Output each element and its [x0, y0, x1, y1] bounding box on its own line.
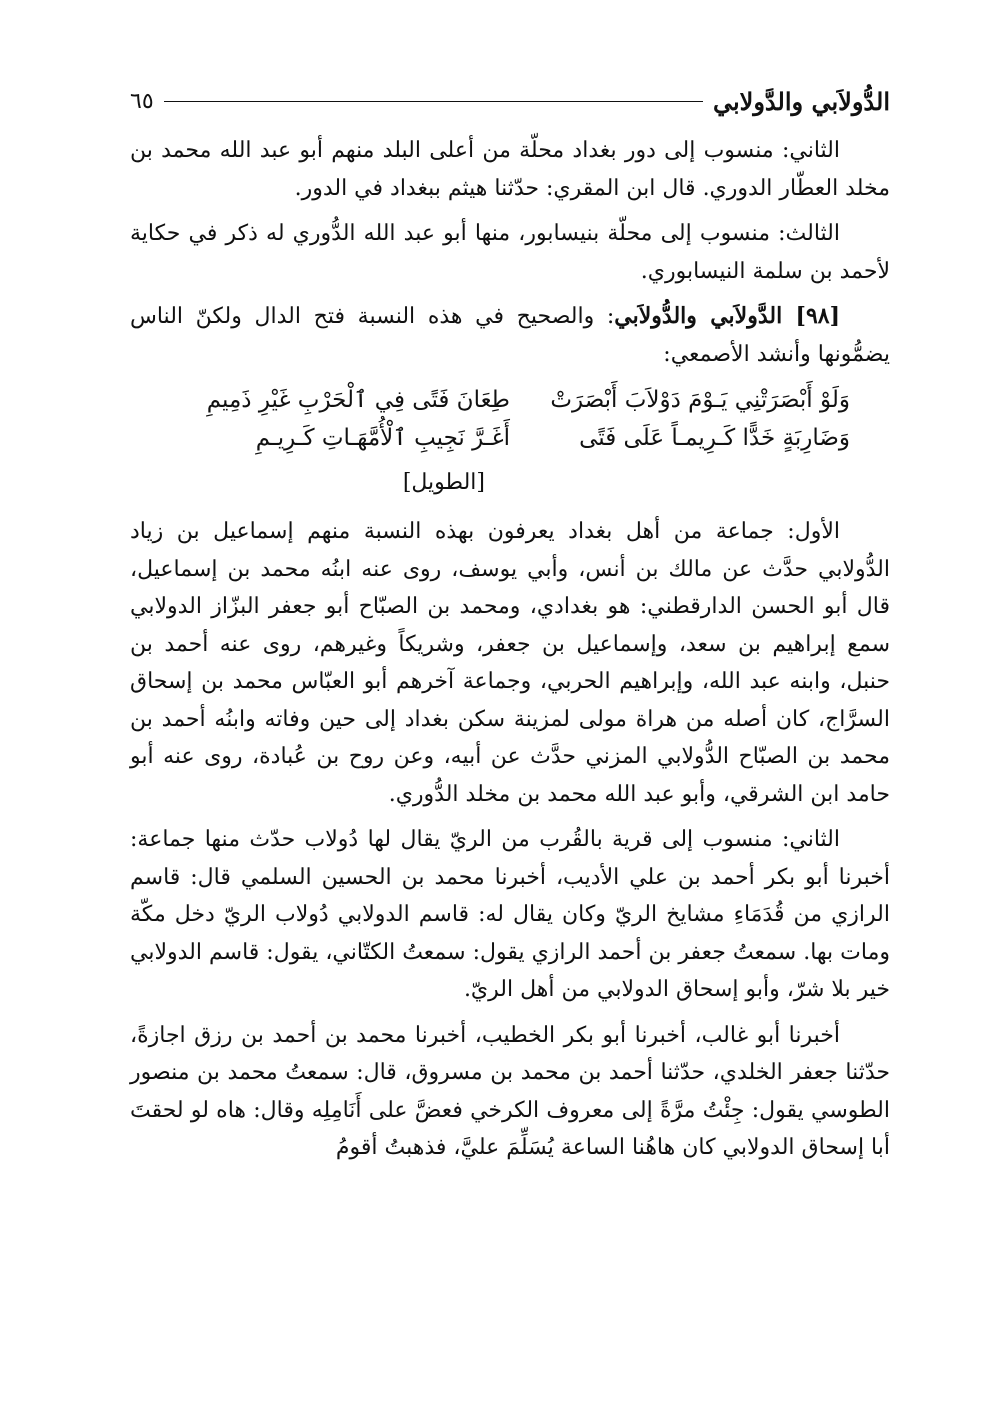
verse-2-first-hemistich: وَضَارِبَةٍ خَدًّا كَـرِيمـاً عَلَى فَتًى [579, 425, 850, 451]
entry-98-paragraph [130, 298, 890, 373]
verse-line-1 [130, 381, 890, 419]
poem-block [130, 381, 890, 457]
header-rule [164, 101, 703, 102]
verse-1-second-hemistich: طِعَانَ فَتًى فِي ٱلْحَرْبِ غَيْرِ ذَمِيمِ [206, 387, 510, 413]
paragraph-dur-nishapur: الثالث: منسوب إلى محلّة بنيسابور، منها أبو عبد الله الدُّوري له ذكر في حكاية لأحمد بن سلمة النيسابوري. [130, 221, 890, 284]
page-number: ٦٥ [130, 88, 154, 114]
entry-98-text: : والصحيح في هذه النسبة فتح الدال ولكنّ الناس يضمُّونها وأنشد الأصمعي: [130, 304, 890, 367]
entry-98-heading: [٩٨] الدَّولاَبي والدُّولاَبي [614, 303, 840, 329]
verse-2-second-hemistich: أَغَـرَّ نَجِيبِ ٱلْأُمَّهَـاتِ كَـرِيـمِ [255, 425, 510, 451]
paragraph-first-baghdad-group: الأول: جماعة من أهل بغداد يعرفون بهذه النسبة منهم إسماعيل بن زياد الدُّولابي حدَّث عن مالك بن أنس، وأبي يوسف، روى عنه ابنُه محمد بن إسماعيل، قال أبو الحسن الدارقطني: هو بغدادي، ومحمد بن الصبّاح أبو جعفر البزّاز الدولابي سمع إبراهيم بن سعد، وإسماعيل بن جعفر، وشريكاً وغيرهم، روى عنه أحمد بن حنبل، وابنه عبد الله، وإبراهيم الحربي، وجماعة آخرهم أبو العبّاس محمد بن إسحاق السرَّاج، كان أصله من هراة مولى لمزينة سكن بغداد إلى حين وفاته وابنُه أحمد بن محمد بن الصبّاح الدُّولابي المزني حدَّث عن أبيه، وعن روح بن عُبادة، روى عنه أبو حامد ابن الشرقي، وأبو عبد الله محمد بن مخلد الدُّوري. [130, 519, 890, 807]
running-title: الدُّولاَبي والدَّولابي [712, 86, 890, 116]
poem-meter: [الطويل] [402, 470, 485, 495]
page [130, 84, 890, 1175]
paragraph-report-maaruf-karkhi: أخبرنا أبو غالب، أخبرنا أبو بكر الخطيب، أخبرنا محمد بن أحمد بن رزق اجازةً، حدّثنا جعفر الخلدي، حدّثنا أحمد بن محمد بن مسروق، قال: سمعتُ محمد بن منصور الطوسي يقول: جِئْتُ مرَّةً إلى معروف الكرخي فعضَّ على أَنَامِلِه وقال: هاه لو لحقتَ أبا إسحاق الدولابي كان هاهُنا الساعة يُسَلِّمَ عليَّ، فذهبتُ أقومُ [130, 1022, 890, 1160]
paragraph-dur-baghdad: الثاني: منسوب إلى دور بغداد محلّة من أعلى البلد منهم أبو عبد الله محمد بن مخلد العطّار الدوري. قال ابن المقري: حدّثنا هيثم ببغداد في الدور. [130, 138, 890, 201]
verse-line-2 [130, 419, 890, 457]
verse-1-first-hemistich: وَلَوْ أَبْصَرَتْنِي يَـوْمَ دَوْلاَبَ أَبْصَرَتْ [550, 387, 850, 413]
paragraph-second-dulab-village: الثاني: منسوب إلى قرية بالقُرب من الريّ يقال لها دُولاب حدّث منها جماعة: أخبرنا أبو بكر أحمد بن علي الأديب، أخبرنا محمد بن الحسين السلمي قال: قاسم الرازي من قُدَمَاءِ مشايخ الريّ وكان يقال له: قاسم الدولابي دُولاب الريّ دخل مكّة ومات بها. سمعتُ جعفر بن أحمد الرازي يقول: سمعتُ الكتّاني، يقول: قاسم الدولابي خير بلا شرّ، وأبو إسحاق الدولابي من أهل الريّ. [130, 827, 890, 1002]
running-header [130, 84, 890, 118]
